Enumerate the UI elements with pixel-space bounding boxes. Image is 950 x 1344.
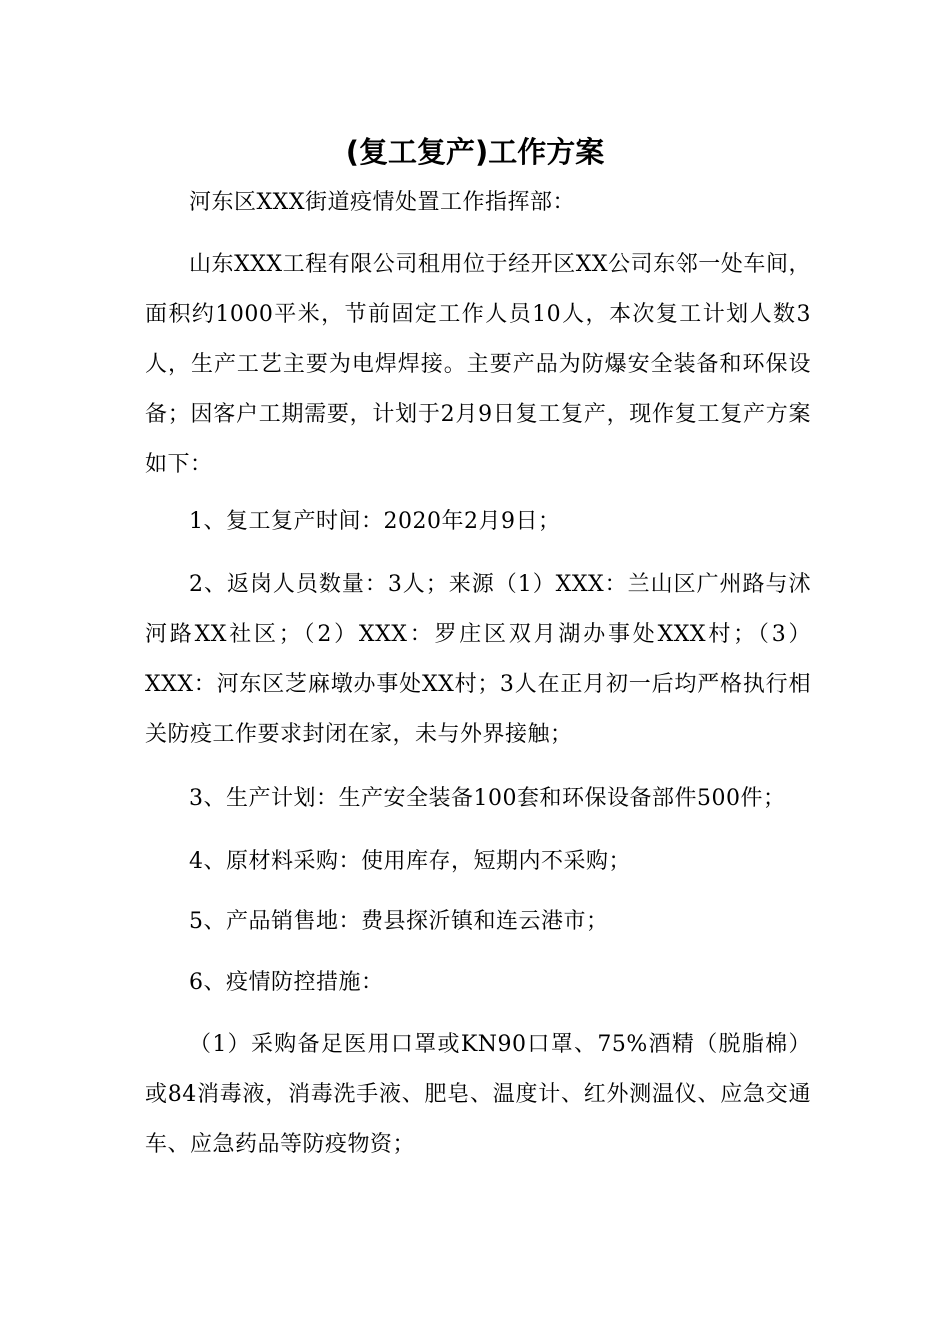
item-resume-time: 1、复工复产时间：2020年2月9日； [189, 509, 561, 534]
item-material-purchase: 4、原材料采购：使用库存，短期内不采购； [189, 849, 631, 874]
item-epidemic-measures: 6、疫情防控措施： [189, 970, 384, 995]
item-sales-location: 5、产品销售地：费县探沂镇和连云港市； [189, 909, 609, 934]
intro-paragraph: 山东XXX工程有限公司租用位于经开区XX公司东邻一处车间，面积约1000平米，节前固定工作人员10人，本次复工计划人数3人，生产工艺主要为电焊焊接。主要产品为防爆安全装备和环保设备；因客户工期需要，计划于2月9日复工复产，现作复工复产方案如下： [145, 252, 811, 477]
item-production-plan: 3、生产计划：生产安全装备100套和环保设备部件500件； [189, 786, 786, 811]
sub-item-supplies: （1）采购备足医用口罩或KN90口罩、75%酒精（脱脂棉）或84消毒液，消毒洗手液、肥皂、温度计、红外测温仪、应急交通车、应急药品等防疫物资； [145, 1032, 811, 1157]
addressee-line: 河东区XXX街道疫情处置工作指挥部： [189, 190, 575, 215]
item-returning-staff: 2、返岗人员数量：3人；来源（1）XXX：兰山区广州路与沭河路XX社区；（2）XXX：罗庄区双月湖办事处XXX村；（3）XXX：河东区芝麻墩办事处XX村；3人在正月初一后均严格执行相关防疫工作要求封闭在家，未与外界接触； [145, 572, 811, 747]
document-title: (复工复产)工作方案 [345, 135, 605, 169]
